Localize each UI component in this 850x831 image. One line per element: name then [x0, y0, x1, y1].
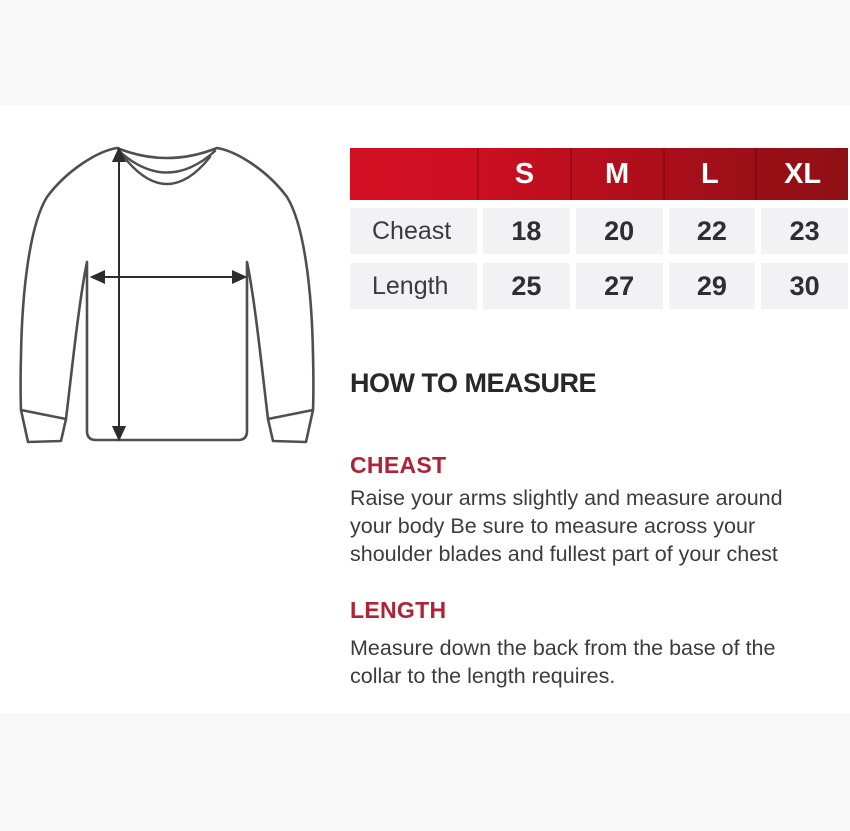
size-table-header-blank: [350, 148, 477, 200]
cheast-value-xl: 23: [761, 208, 848, 254]
size-table-header-l: L: [663, 148, 756, 200]
size-table-header-s: S: [477, 148, 570, 200]
length-section-body: Measure down the back from the base of the collar to the length requires.: [350, 636, 776, 688]
length-value-l: 29: [669, 263, 756, 309]
length-arrow-icon: [114, 149, 125, 439]
cheast-value-m: 20: [576, 208, 663, 254]
cheast-section-heading: CHEAST: [350, 452, 447, 478]
size-table-header-xl: XL: [755, 148, 848, 200]
bottom-background-band: [0, 713, 850, 831]
length-value-s: 25: [483, 263, 570, 309]
size-table: [350, 148, 848, 309]
size-table-header-m: M: [570, 148, 663, 200]
how-to-measure-title: HOW TO MEASURE: [350, 368, 597, 398]
length-value-m: 27: [576, 263, 663, 309]
cheast-value-l: 22: [669, 208, 756, 254]
size-table-body: [350, 208, 848, 309]
row-label-length: Length: [350, 263, 477, 309]
length-section-heading: LENGTH: [350, 597, 447, 623]
chest-arrow-icon: [92, 272, 245, 283]
size-table-header-row: [350, 148, 848, 200]
cheast-value-s: 18: [483, 208, 570, 254]
row-label-cheast: Cheast: [350, 208, 477, 254]
long-sleeve-shirt-diagram: [10, 135, 340, 455]
cheast-section-body: Raise your arms slightly and measure around your body Be sure to measure across your shoulder blades and fullest part of your chest: [350, 486, 783, 566]
length-value-xl: 30: [761, 263, 848, 309]
top-background-band: [0, 0, 850, 105]
shirt-outline-icon: [21, 148, 314, 442]
